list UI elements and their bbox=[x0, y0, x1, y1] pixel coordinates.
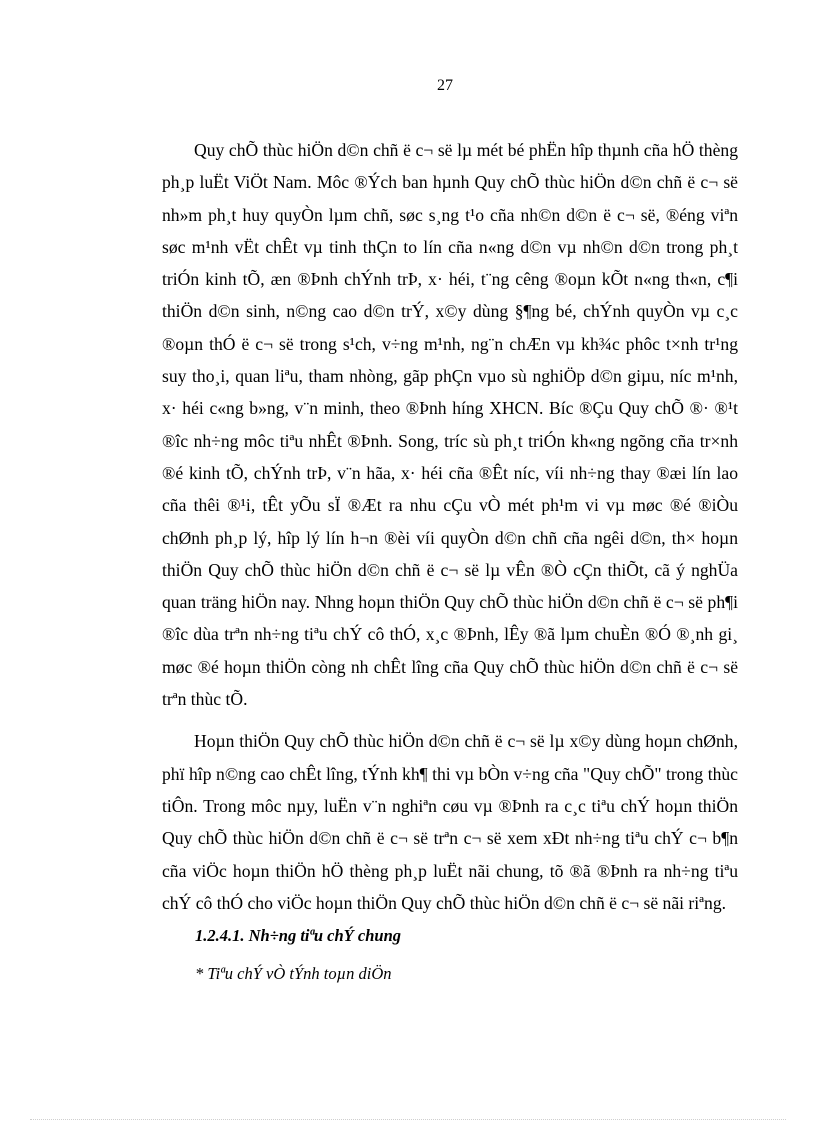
section-heading: 1.2.4.1. Nh÷ng tiªu chÝ chung bbox=[195, 926, 401, 945]
paragraph-2: Hoµn thiÖn Quy chÕ thùc hiÖn d©n chñ ë c¬ së lµ x©y dùng hoµn chØnh, phï hîp n©ng cao chÊt lîng, tÝnh kh¶ thi vµ bÒn v÷ng cña "Quy chÕ" trong thùc tiÔn. Trong môc nµy, luËn v¨n nghiªn cøu vµ ®Þnh ra c¸c tiªu chÝ hoµn thiÖn Quy chÕ thùc hiÖn d©n chñ ë c¬ së trªn c¬ së xem xÐt nh÷ng tiªu chÝ c¬ b¶n cña viÖc hoµn thiÖn hÖ thèng ph¸p luËt nãi chung, tõ ®ã ®Þnh ra nh÷ng tiªu chÝ cô thÓ cho viÖc hoµn thiÖn Quy chÕ thùc hiÖn d©n chñ ë c¬ së nãi riªng. bbox=[162, 731, 738, 913]
paragraph-1: Quy chÕ thùc hiÖn d©n chñ ë c¬ së lµ mét bé phËn hîp thµnh cña hÖ thèng ph¸p luËt ViÖt Nam. Môc ®Ých ban hµnh Quy chÕ thùc hiÖn d©n chñ ë c¬ së nh»m ph¸t huy quyÒn lµm chñ, søc s¸ng t¹o cña nh©n d©n ë c¬ së, ®éng viªn søc m¹nh vËt chÊt vµ tinh thÇn to lín cña n«ng d©n vµ nh©n d©n trong ph¸t triÓn kinh tÕ, æn ®Þnh chÝnh trÞ, x· héi, t¨ng cêng ®oµn kÕt n«ng th«n, c¶i thiÖn d©n sinh, n©ng cao d©n trÝ, x©y dùng §¶ng bé, chÝnh quyÒn vµ c¸c ®oµn thÓ ë c¬ së trong s¹ch, v÷ng m¹nh, ng¨n chÆn vµ kh¾c phôc t×nh tr¹ng suy tho¸i, quan liªu, tham nhòng, gãp phÇn vµo sù nghiÖp d©n giµu, níc m¹nh, x· héi c«ng b»ng, v¨n minh, theo ®Þnh híng XHCN. Bíc ®Çu Quy chÕ ®· ®¹t ®îc nh÷ng môc tiªu nhÊt ®Þnh. Song, tríc sù ph¸t triÓn kh«ng ngõng cña tr×nh ®é kinh tÕ, chÝnh trÞ, v¨n hãa, x· héi cña ®Êt níc, víi nh÷ng thay ®æi lín lao cña thêi ®¹i, tÊt yÕu sÏ ®Æt ra nhu cÇu vÒ mét ph¹m vi vµ møc ®é ®iÒu chØnh ph¸p lý, hîp lý lín h¬n ®èi víi quyÒn d©n chñ cña ngêi d©n, th× hoµn thiÖn Quy chÕ thùc hiÖn d©n chñ ë c¬ së lµ vÊn ®Ò cÇn thiÕt, cã ý nghÜa quan träng hiÖn nay. Nhng hoµn thiÖn Quy chÕ thùc hiÖn d©n chñ ë c¬ së ph¶i ®îc dùa trªn nh÷ng tiªu chÝ cô thÓ, x¸c ®Þnh, lÊy ®ã lµm chuÈn ®Ó ®¸nh gi¸ møc ®é hoµn thiÖn còng nh chÊt lîng cña Quy chÕ thùc hiÖn d©n chñ ë c¬ së trªn thùc tÕ. bbox=[162, 140, 738, 710]
section-subheading: * Tiªu chÝ vÒ tÝnh toµn diÖn bbox=[195, 964, 392, 983]
body-text bbox=[162, 134, 738, 919]
page-number: 27 bbox=[437, 77, 453, 94]
footer-divider bbox=[30, 1119, 786, 1120]
